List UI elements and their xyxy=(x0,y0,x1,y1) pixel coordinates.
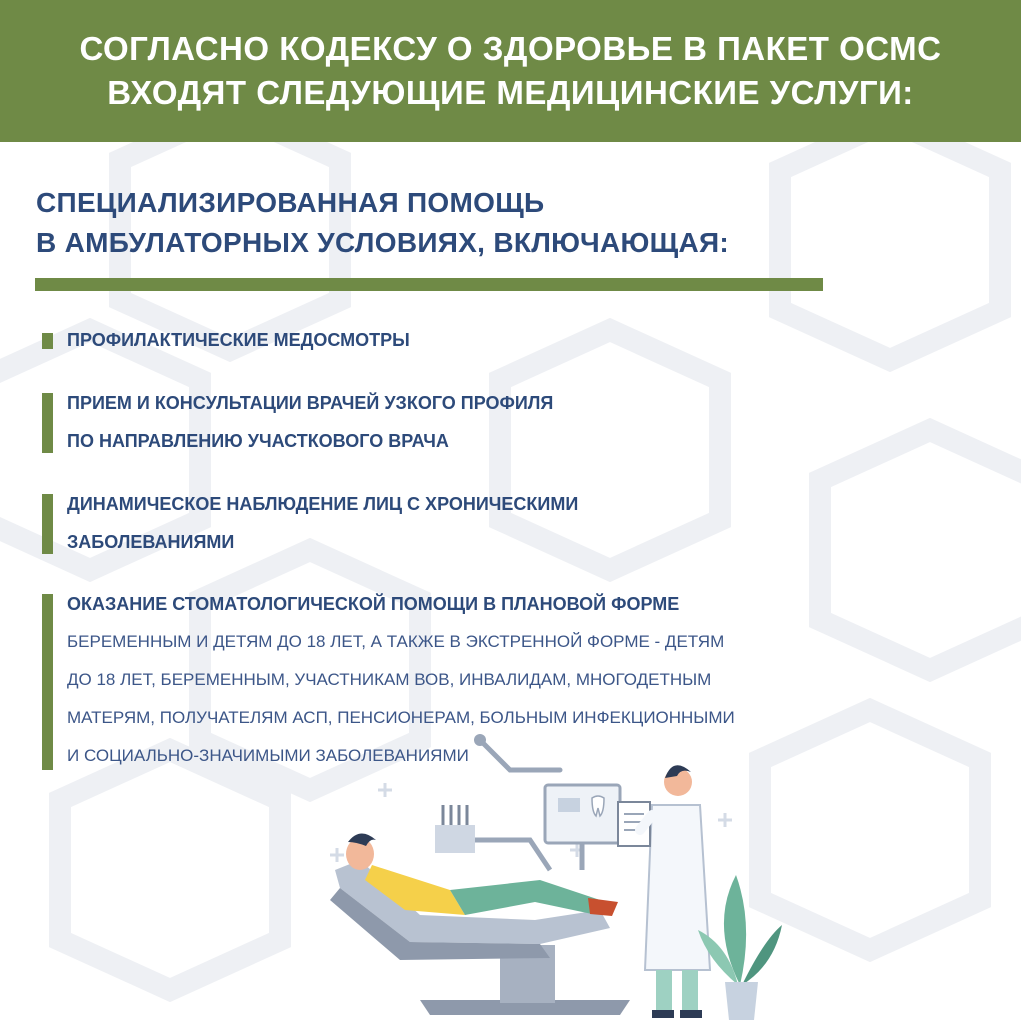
list-item-text: БЕРЕМЕННЫМ И ДЕТЯМ ДО 18 ЛЕТ, А ТАКЖЕ В ЭКСТРЕННОЙ ФОРМЕ - ДЕТЯМ xyxy=(67,632,725,651)
bullet-bar xyxy=(42,494,53,554)
list-item-text: ПРОФИЛАКТИЧЕСКИЕ МЕДОСМОТРЫ xyxy=(67,330,410,350)
list-item-text: ПО НАПРАВЛЕНИЮ УЧАСТКОВОГО ВРАЧА xyxy=(67,431,449,451)
list-item-text: ДО 18 ЛЕТ, БЕРЕМЕННЫМ, УЧАСТНИКАМ ВОВ, ИНВАЛИДАМ, МНОГОДЕТНЫМ xyxy=(67,670,712,689)
bullet-bar xyxy=(42,333,53,349)
list-item-text: ЗАБОЛЕВАНИЯМИ xyxy=(67,532,235,552)
dental-chair-illustration xyxy=(300,730,800,1024)
header-banner xyxy=(0,0,1021,142)
section-title-line-1: СПЕЦИАЛИЗИРОВАННАЯ ПОМОЩЬ xyxy=(36,187,545,218)
header-title-line-1: СОГЛАСНО КОДЕКСУ О ЗДОРОВЬЕ В ПАКЕТ ОСМС xyxy=(79,30,942,67)
bullet-bar xyxy=(42,594,53,770)
list-item-text: МАТЕРЯМ, ПОЛУЧАТЕЛЯМ АСП, ПЕНСИОНЕРАМ, БОЛЬНЫМ ИНФЕКЦИОННЫМИ xyxy=(67,708,735,727)
section-divider xyxy=(35,278,823,291)
list-item-title: ОКАЗАНИЕ СТОМАТОЛОГИЧЕСКОЙ ПОМОЩИ В ПЛАНОВОЙ ФОРМЕ xyxy=(67,594,680,614)
list-item-text: ПРИЕМ И КОНСУЛЬТАЦИИ ВРАЧЕЙ УЗКОГО ПРОФИЛЯ xyxy=(67,393,554,413)
plant-illustration xyxy=(698,875,782,1020)
bullet-bar xyxy=(42,393,53,453)
list-item-text: ДИНАМИЧЕСКОЕ НАБЛЮДЕНИЕ ЛИЦ С ХРОНИЧЕСКИМИ xyxy=(67,494,579,514)
header-title-line-2: ВХОДЯТ СЛЕДУЮЩИЕ МЕДИЦИНСКИЕ УСЛУГИ: xyxy=(107,74,914,111)
section-title-line-2: В АМБУЛАТОРНЫХ УСЛОВИЯХ, ВКЛЮЧАЮЩАЯ: xyxy=(36,227,730,258)
list-item-text: И СОЦИАЛЬНО-ЗНАЧИМЫМИ ЗАБОЛЕВАНИЯМИ xyxy=(67,746,469,765)
